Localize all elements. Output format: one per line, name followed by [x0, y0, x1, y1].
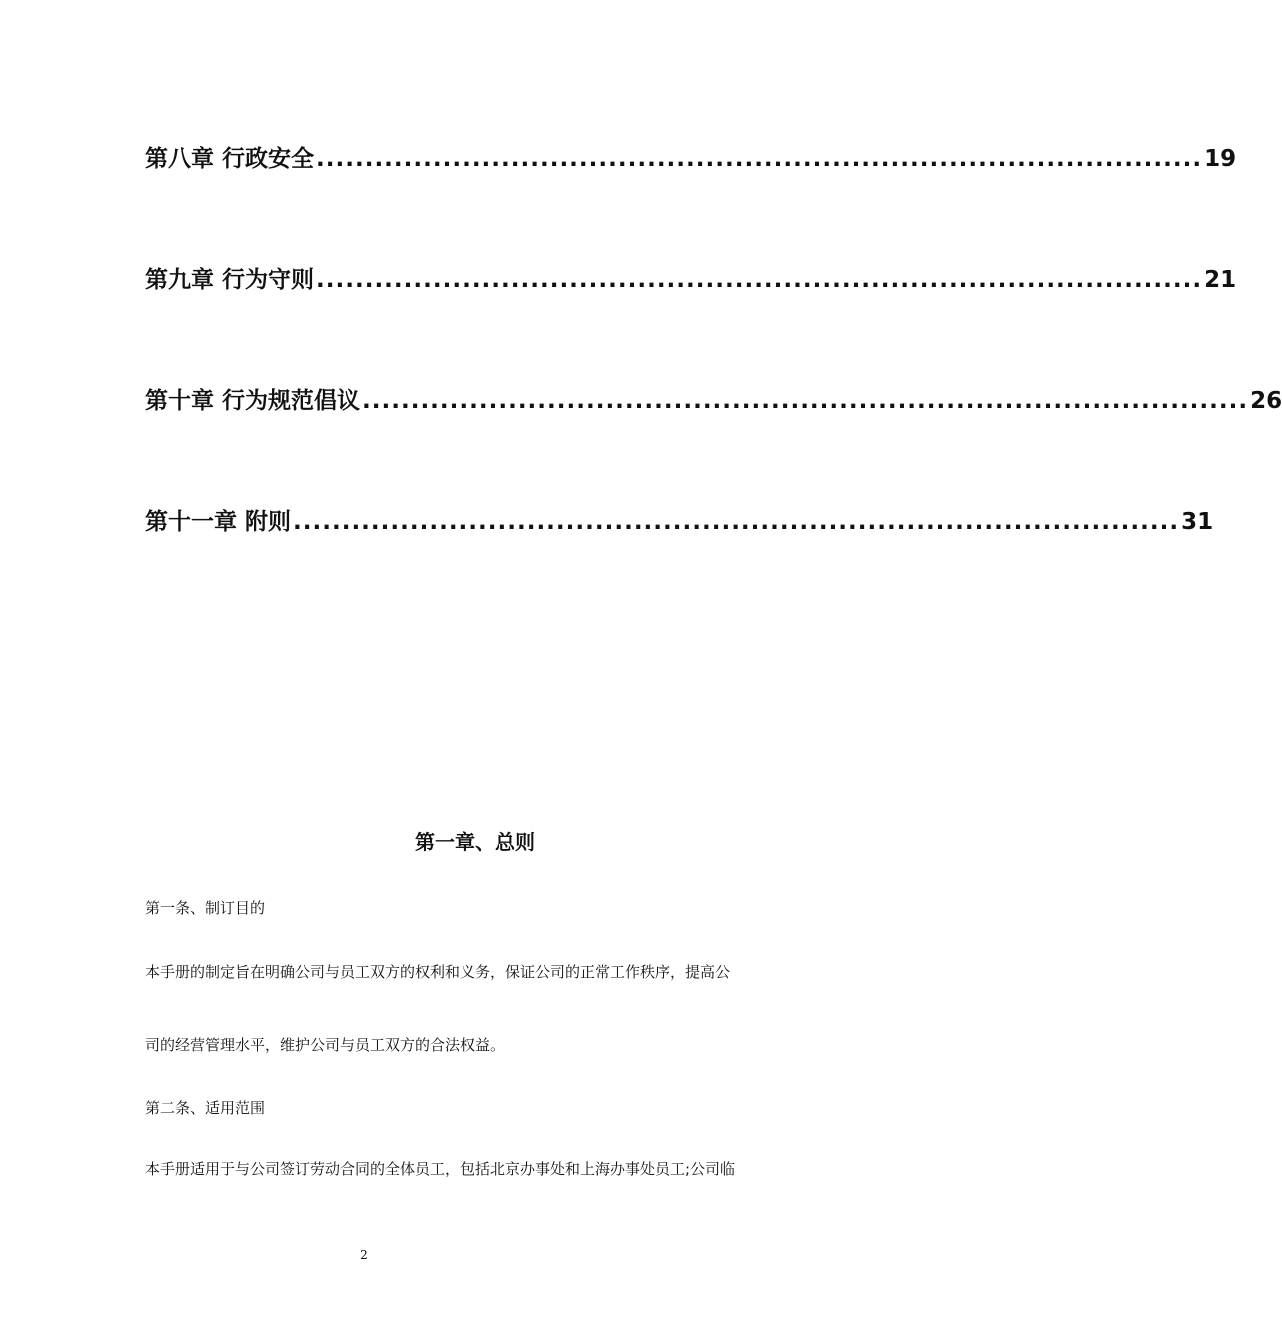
toc-title: 第十章 行为规范倡议: [145, 388, 361, 414]
toc-page-number: 19: [1204, 146, 1237, 172]
toc-leader: ...........................................................................................: [293, 509, 1180, 535]
toc-leader: ...........................................................................................: [316, 267, 1203, 293]
article-title: 第二条、适用范围: [145, 1099, 266, 1117]
toc-page-number: 31: [1181, 509, 1214, 535]
paragraph-line: 本手册的制定旨在明确公司与员工双方的权利和义务，保证公司的正常工作秩序，提高公: [145, 963, 731, 981]
toc-page-number: 21: [1204, 267, 1237, 293]
chapter-heading: 第一章、总则: [415, 830, 535, 854]
toc-entry[interactable]: [145, 261, 1237, 295]
toc-leader: ...........................................................................................: [316, 146, 1203, 172]
toc-entry[interactable]: [145, 503, 1214, 537]
toc-title: 第十一章 附则: [145, 509, 292, 535]
toc-leader: ...........................................................................................: [362, 388, 1249, 414]
toc-title: 第九章 行为守则: [145, 267, 315, 293]
toc-entry[interactable]: [145, 382, 1282, 416]
paragraph-line: 司的经营管理水平，维护公司与员工双方的合法权益。: [145, 1036, 506, 1054]
article-title: 第一条、制订目的: [145, 899, 266, 917]
paragraph-line: 本手册适用于与公司签订劳动合同的全体员工，包括北京办事处和上海办事处员工;公司临: [145, 1160, 736, 1178]
toc-title: 第八章 行政安全: [145, 146, 315, 172]
page-number: 2: [360, 1248, 368, 1262]
toc-page-number: 26: [1250, 388, 1282, 414]
toc-entry[interactable]: [145, 140, 1237, 174]
